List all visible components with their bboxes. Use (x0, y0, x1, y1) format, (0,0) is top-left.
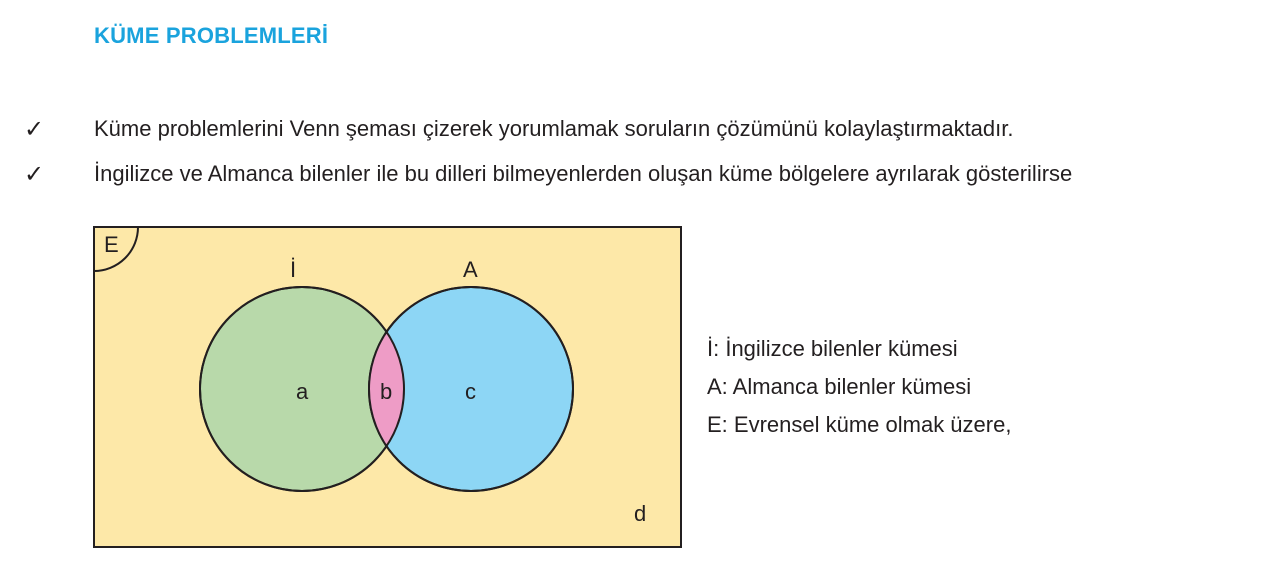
legend-item: A: Almanca bilenler kümesi (707, 374, 972, 399)
legend-item: İ: İngilizce bilenler kümesi (707, 336, 958, 361)
checkmark-icon: ✓ (24, 115, 45, 143)
bullet-text: Küme problemlerini Venn şeması çizerek yorumlamak soruların çözümünü kolaylaştırmaktadır. (94, 116, 1014, 141)
universe-label: E (104, 232, 119, 257)
region-a-label: a (296, 379, 309, 404)
page-title: KÜME PROBLEMLERİ (94, 23, 329, 48)
set-right-label: A (463, 257, 478, 282)
checkmark-icon: ✓ (24, 160, 45, 188)
legend-item: E: Evrensel küme olmak üzere, (707, 412, 1012, 437)
region-d-label: d (634, 501, 647, 526)
region-c-label: c (465, 379, 476, 404)
region-b-label: b (380, 379, 393, 404)
bullet-text: İngilizce ve Almanca bilenler ile bu dilleri bilmeyenlerden oluşan küme bölgelere ayrılarak gösterilirse (94, 161, 1073, 186)
list-item (0, 159, 1287, 189)
list-item (0, 114, 1287, 144)
set-left-label: İ (290, 257, 297, 282)
venn-diagram (92, 225, 684, 551)
legend (707, 330, 1011, 444)
